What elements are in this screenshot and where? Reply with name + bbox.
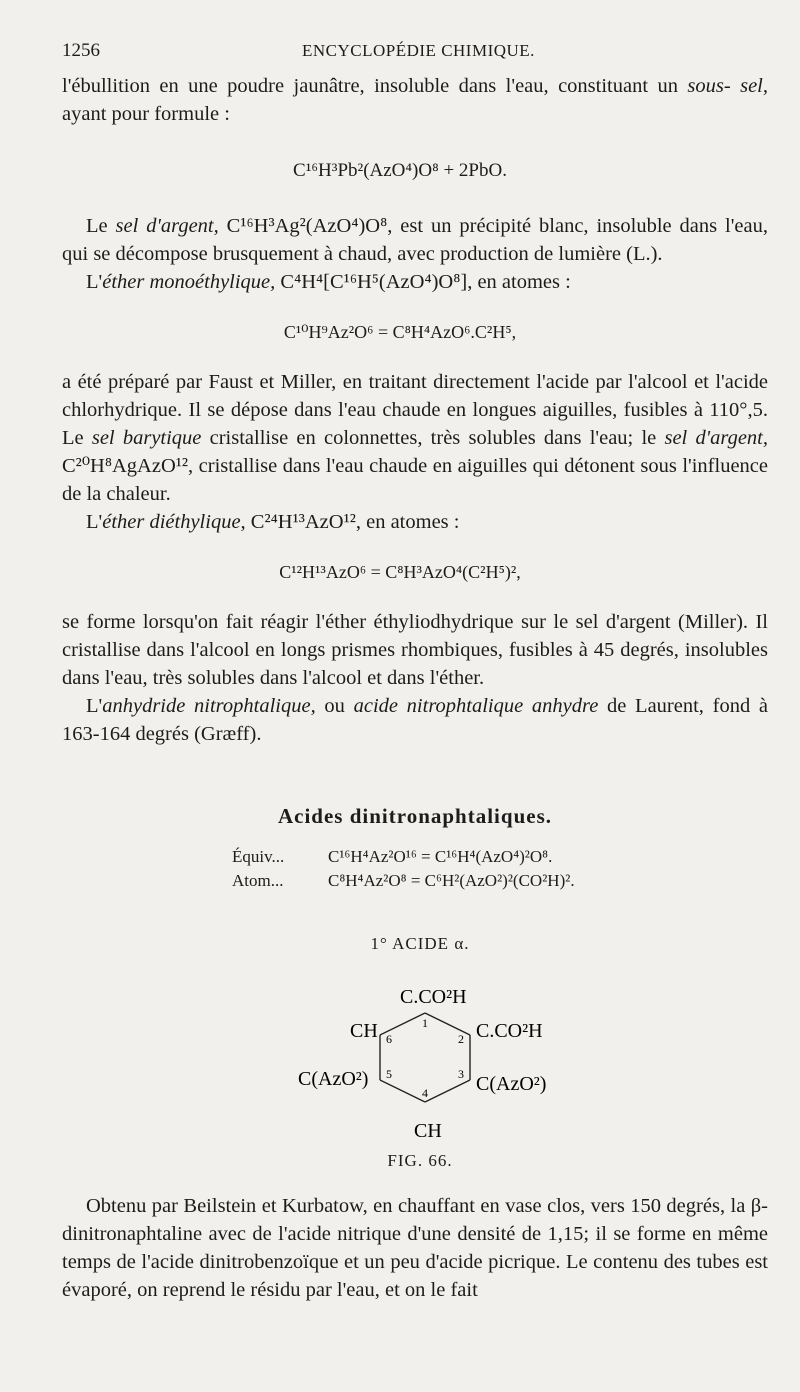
running-title: ENCYCLOPÉDIE CHIMIQUE.: [302, 41, 535, 60]
figure-caption: FIG. 66.: [387, 1151, 453, 1170]
paragraph-ebullition: l'ébullition en une poudre jaunâtre, insoluble dans l'eau, constituant un sous- sel, ayant pour formule :: [62, 75, 769, 125]
position-4: 4: [422, 1086, 428, 1100]
atom-bottom: CH: [414, 1120, 442, 1142]
page-number: 1256: [62, 40, 100, 61]
atom-left-bottom: C(AzO²): [298, 1068, 369, 1090]
equivalents-table: [232, 845, 575, 893]
formula-sous-sel: C¹⁶H³Pb²(AzO⁴)O⁸ + 2PbO.: [293, 160, 507, 181]
paragraph-faust-miller: a été préparé par Faust et Miller, en traitant directement l'acide par l'alcool et l'acide chlorhydrique. Il se dépose dans l'eau chaude en longues aiguilles, fusibles à 110°,5. Le sel barytique cristallise en colonnettes, très solubles dans l'eau; le sel d'argent, C²⁰H⁸AgAzO¹², cristallise dans l'eau chaude en aiguilles qui détonent sous l'influence de la chaleur. L'éther diéthylique, C²⁴H¹³AzO¹², en atomes :: [62, 371, 768, 533]
equiv-formula: C¹⁶H⁴Az²O¹⁶ = C¹⁶H⁴(AzO⁴)²O⁸.: [328, 847, 553, 866]
position-6: 6: [386, 1032, 392, 1046]
atom-label: Atom...: [232, 871, 284, 890]
atom-formula: C⁸H⁴Az²O⁸ = C⁶H²(AzO²)²(CO²H)².: [328, 871, 575, 890]
structure-figure: [0, 975, 800, 1145]
formula-ether-mono: C¹⁰H⁹Az²O⁶ = C⁸H⁴AzO⁶.C²H⁵,: [283, 322, 517, 342]
section-title: Acides dinitronaphtaliques.: [277, 804, 552, 828]
position-2: 2: [458, 1032, 464, 1046]
atom-right-top: C.CO²H: [476, 1020, 543, 1042]
position-3: 3: [458, 1067, 464, 1081]
atom-right-bottom: C(AzO²): [476, 1073, 547, 1095]
paragraph-beilstein: Obtenu par Beilstein et Kurbatow, en chauffant en vase clos, vers 150 degrés, la β-dinitronaphtaline avec de l'acide nitrique d'une densité de 1,15; il se forme en même temps de l'acide dinitrobenzoïque et un peu d'acide picrique. Le contenu des tubes est évaporé, on reprend le résidu par l'eau, et on le fait: [62, 1195, 768, 1301]
atom-top: C.CO²H: [400, 986, 467, 1008]
page-header: [62, 40, 762, 66]
position-5: 5: [386, 1067, 392, 1081]
paragraph-iodhydrique: se forme lorsqu'on fait réagir l'éther éthyliodhydrique sur le sel d'argent (Miller). Il cristallise dans l'alcool en longs prismes rhombiques, fusibles à 45 degrés, insolubles dans l'eau, très solubles dans l'alcool et dans l'éther. L'anhydride nitrophtalique, ou acide nitrophtalique anhydre de Laurent, fond à 163-164 degrés (Græff).: [62, 611, 768, 745]
atom-left-top: CH: [350, 1020, 378, 1042]
subsection-acide-alpha: 1° ACIDE α.: [370, 934, 470, 953]
equiv-label: Équiv...: [232, 847, 285, 866]
position-1: 1: [422, 1016, 428, 1030]
formula-ether-di: C¹²H¹³AzO⁶ = C⁸H³AzO⁴(C²H⁵)²,: [279, 562, 521, 582]
paragraph-sel-argent: Le sel d'argent, C¹⁶H³Ag²(AzO⁴)O⁸, est un précipité blanc, insoluble dans l'eau, qui se décompose brusquement à chaud, avec production de lumière (L.). L'éther monoéthylique, C⁴H⁴[C¹⁶H⁵(AzO⁴)O⁸], en atomes :: [62, 215, 769, 293]
